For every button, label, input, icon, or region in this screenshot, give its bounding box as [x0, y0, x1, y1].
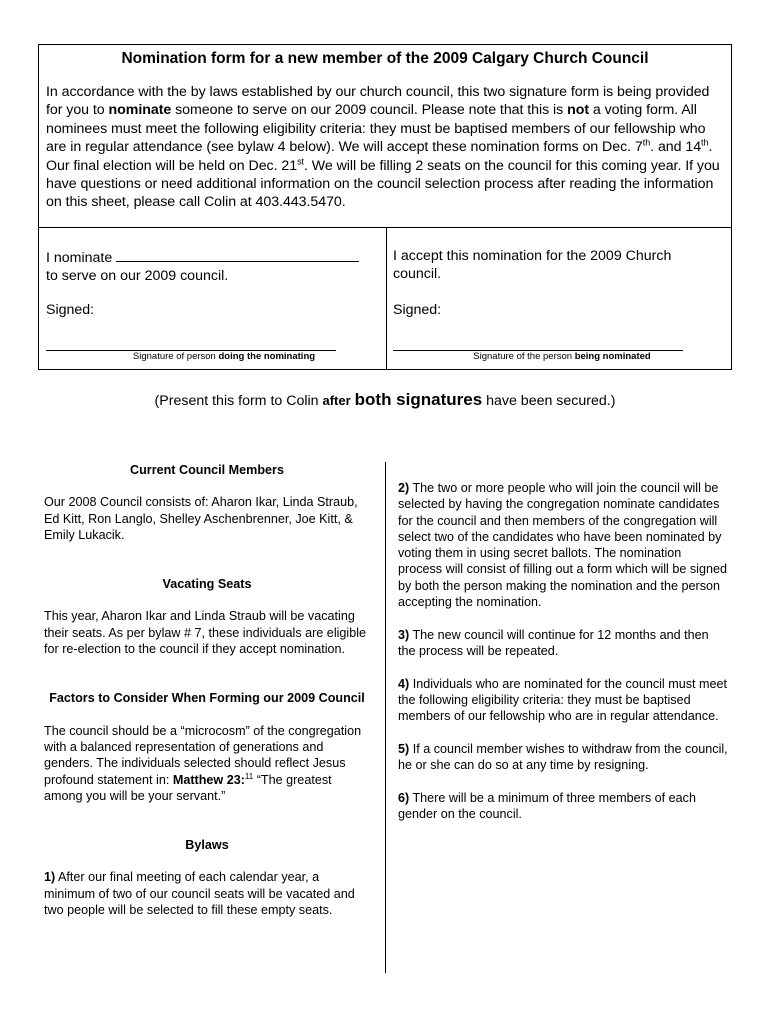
intro-text: In accordance with the by laws established by our church council, this two signature form is being provided for you to	[46, 84, 710, 119]
form-divider-vertical	[386, 227, 387, 370]
form-divider-horizontal	[39, 227, 731, 228]
nominee-cell	[393, 247, 723, 283]
bylaw-item	[398, 480, 728, 610]
nominator-signed-label: Signed:	[46, 302, 95, 318]
intro-text: a voting form. All nominees must meet the following eligibility criteria: they must be baptised members of our fellowship who are in regular attendance (see bylaw 4 below). We will accept these nomination forms on Dec. 7	[46, 102, 706, 156]
caption-bold: being nominated	[574, 351, 651, 362]
nominate-label: I nominate	[46, 250, 113, 266]
intro-text: . We will be filling 2 seats on the council for this coming year. If you have questions or need additional information on the council selection process after reading the information on this sheet, please call Colin at 403.443.5470.	[46, 157, 720, 211]
bylaw-text: The two or more people who will join the council will be selected by having the congregation nominate candidates for the council and then members of the congregation will select two of the candidates who have been nominated by voting them in using secret ballots. The nomination process will consist of filling out a form which will be signed by both the person making the nomination and the person accepting the nomination.	[398, 481, 727, 610]
factors-body: The council should be a “microcosm” of the congregation with a balanced representation of generations and genders. The individuals selected should reflect Jesus profound statement in:	[44, 723, 362, 787]
nominator-cell	[46, 247, 376, 285]
intro-emphasis-not: not	[567, 102, 590, 119]
nominee-signature-caption	[417, 351, 707, 363]
vacating-seats-text: This year, Aharon Ikar and Linda Straub will be vacating their seats. As per bylaw # 7, these individuals are eligible for re-election to the council if they accept nomination.	[44, 609, 367, 657]
verse-number: 11	[244, 771, 254, 781]
intro-text: . Our final election will be held on Dec. 21	[46, 139, 713, 174]
right-column	[398, 480, 728, 822]
intro-paragraph	[46, 83, 728, 212]
caption-text: Signature of person	[132, 351, 219, 362]
accept-text: I accept this nomination for the 2009 Church council.	[393, 248, 672, 282]
intro-text: . and 14	[650, 139, 702, 156]
bylaw-item	[398, 790, 728, 823]
bylaw-number: 2)	[398, 481, 410, 495]
nominee-name-blank[interactable]	[116, 247, 359, 262]
caption-bold: doing the nominating	[218, 351, 316, 362]
bylaw-item	[44, 869, 370, 918]
bylaw-text: There will be a minimum of three members of each gender on the council.	[398, 790, 696, 821]
intro-text: someone to serve on our 2009 council. Please note that this is	[171, 102, 568, 119]
ordinal-suffix: th	[701, 137, 709, 148]
factors-heading: Factors to Consider When Forming our 2009 Council	[49, 691, 365, 706]
bylaws-heading: Bylaws	[185, 838, 229, 853]
nomination-form-box	[38, 44, 732, 370]
present-both-signatures: both signatures	[354, 390, 483, 409]
bylaw-item	[398, 741, 728, 774]
bylaw-number: 3)	[398, 627, 410, 642]
present-after: after	[322, 393, 351, 408]
caption-text: Signature of the person	[473, 351, 575, 362]
bylaw-item	[398, 627, 728, 660]
bylaw-text: Individuals who are nominated for the council must meet the following eligibility criteria: they must be baptised members of our fellowship who are in regular attendance.	[398, 676, 728, 724]
scripture-reference: Matthew 23:	[172, 772, 245, 787]
bylaw-text: The new council will continue for 12 months and then the process will be repeated.	[398, 627, 709, 658]
serve-label: to serve on our 2009 council.	[46, 268, 229, 284]
nominate-line	[46, 247, 376, 267]
nominee-signed-label: Signed:	[393, 302, 442, 318]
ordinal-suffix: th	[642, 137, 651, 148]
bylaw-text: After our final meeting of each calendar year, a minimum of two of our council seats will be vacated and two people will be selected to fill these empty seats.	[44, 870, 355, 918]
intro-emphasis-nominate: nominate	[108, 102, 172, 119]
scripture-quote: “The greatest among you will be your servant.”	[44, 772, 332, 803]
bylaw-number: 1)	[44, 870, 56, 885]
vacating-seats-heading: Vacating Seats	[162, 577, 252, 592]
column-separator	[385, 462, 386, 973]
bylaw-number: 4)	[398, 676, 410, 691]
bylaw-number: 6)	[398, 790, 410, 805]
nominator-signature-caption	[79, 351, 369, 363]
ordinal-suffix: st	[297, 155, 304, 166]
bylaw-number: 5)	[398, 741, 410, 756]
current-members-text: Our 2008 Council consists of: Aharon Ikar, Linda Straub, Ed Kitt, Ron Langlo, Shelley Aschenbrenner, Joe Kitt, & Emily Lukacik.	[44, 495, 358, 542]
current-members-heading: Current Council Members	[130, 463, 284, 477]
form-title: Nomination form for a new member of the 2009 Calgary Church Council	[121, 50, 649, 67]
present-instruction	[0, 390, 770, 411]
present-text: (Present this form to Colin	[154, 393, 323, 409]
left-column	[44, 462, 370, 918]
bylaw-item	[398, 676, 728, 725]
present-text: have been secured.)	[482, 393, 616, 409]
bylaw-text: If a council member wishes to withdraw from the council, he or she can do so at any time by resigning.	[398, 741, 728, 773]
factors-text	[44, 723, 370, 804]
